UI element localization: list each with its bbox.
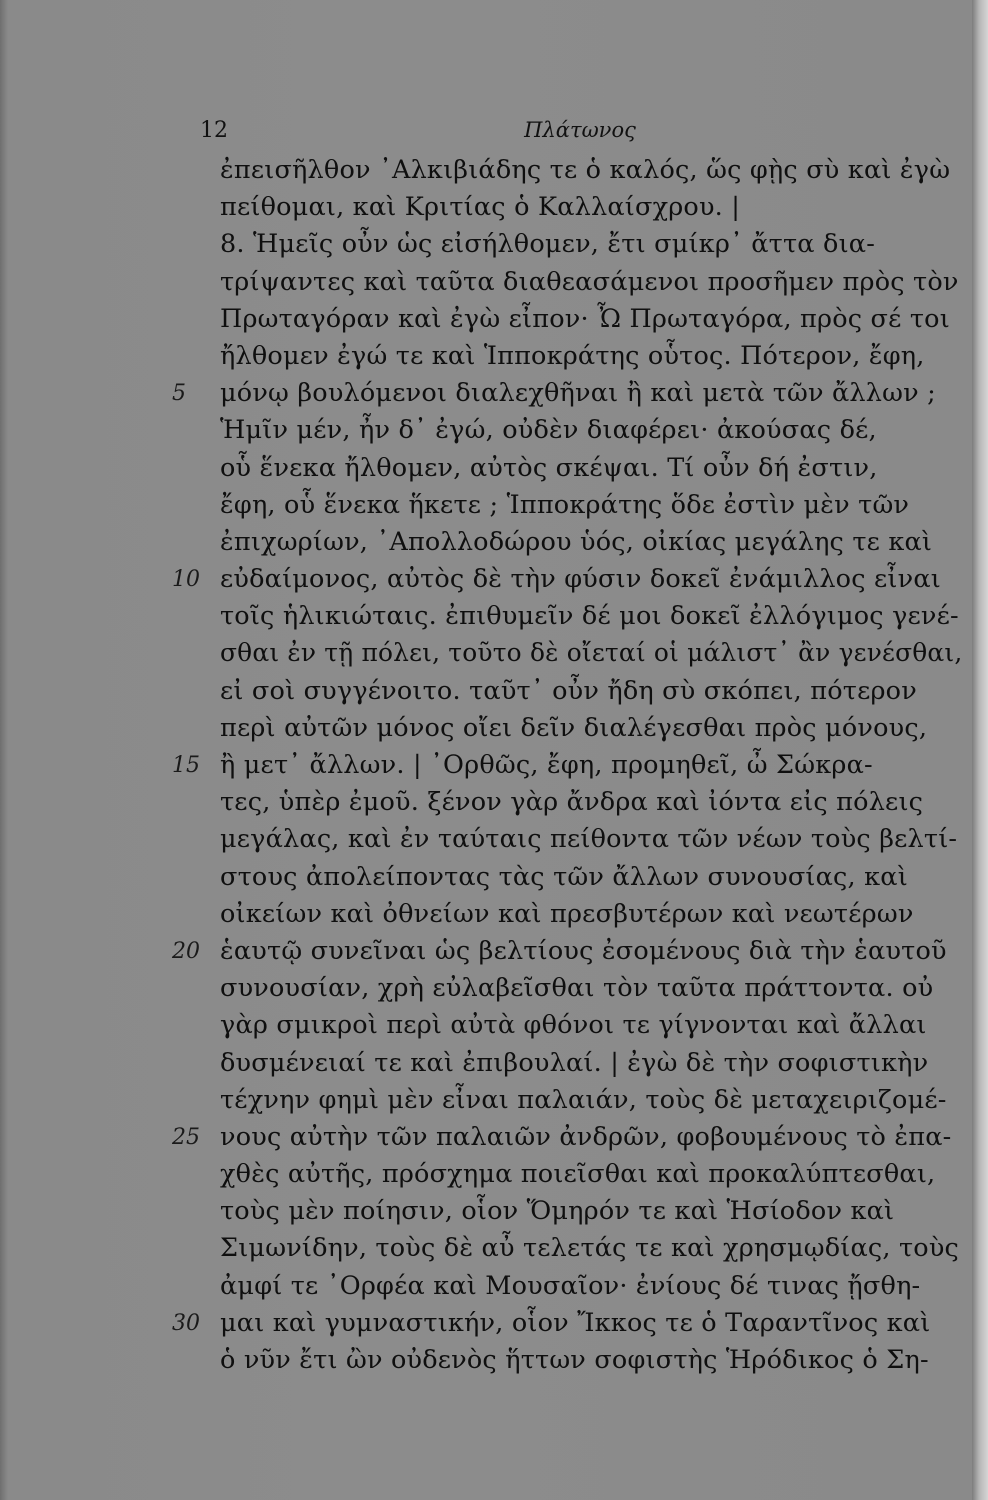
text-line xyxy=(0,1268,988,1305)
text-line xyxy=(0,301,988,338)
line-text: πείθομαι, καὶ Κριτίας ὁ Καλλαίσχρου. | xyxy=(220,192,741,223)
line-number: 25 xyxy=(172,1124,200,1150)
text-line xyxy=(0,821,988,858)
line-text: τες, ὑπὲρ ἐμοῦ. ξένον γὰρ ἄνδρα καὶ ἰόντα εἰς πόλεις xyxy=(220,787,924,818)
body-text xyxy=(0,152,988,1379)
text-line xyxy=(0,859,988,896)
line-text: εὐδαίμονος, αὐτὸς δὲ τὴν φύσιν δοκεῖ ἐνάμιλλος εἶναι xyxy=(220,564,941,595)
text-line xyxy=(0,1007,988,1044)
line-text: οἰκείων καὶ ὀθνείων καὶ πρεσβυτέρων καὶ νεωτέρων xyxy=(220,898,914,929)
line-text: τοὺς μὲν ποίησιν, οἷον Ὅμηρόν τε καὶ Ἡσίοδον καὶ xyxy=(220,1196,895,1227)
text-line xyxy=(0,375,988,412)
line-number: 20 xyxy=(172,938,200,964)
text-line xyxy=(0,189,988,226)
line-number: 15 xyxy=(172,753,200,778)
line-text: μεγάλας, καὶ ἐν ταύταις πείθοντα τῶν νέων τοὺς βελτί- xyxy=(220,824,958,855)
text-line xyxy=(0,412,988,449)
text-line xyxy=(0,673,988,710)
line-text: χθὲς αὐτῆς, πρόσχημα ποιεῖσθαι καὶ προκαλύπτεσθαι, xyxy=(220,1159,936,1190)
text-line xyxy=(0,226,988,263)
line-text: δυσμένειαί τε καὶ ἐπιβουλαί. | ἐγὼ δὲ τὴν σοφιστικὴν xyxy=(220,1047,929,1078)
line-text: Ἡμῖν μέν, ἦν δ᾿ ἐγώ, οὐδὲν διαφέρει· ἀκούσας δέ, xyxy=(220,415,877,446)
line-text: γὰρ σμικροὶ περὶ αὐτὰ φθόνοι τε γίγνονται καὶ ἄλλαι xyxy=(220,1010,927,1041)
text-line xyxy=(0,784,988,821)
text-line xyxy=(0,1119,988,1156)
line-text: ἔφη, οὗ ἕνεκα ἥκετε ; Ἱπποκράτης ὅδε ἐστὶν μὲν τῶν xyxy=(220,489,910,520)
line-text: ἐπιχωρίων, ᾿Απολλοδώρου ὑός, οἰκίας μεγάλης τε καὶ xyxy=(220,526,933,557)
text-line xyxy=(0,561,988,598)
line-text: ἢ μετ᾿ ἄλλων. | ᾿Ορθῶς, ἔφη, προμηθεῖ, ὦ Σώκρα- xyxy=(220,750,873,780)
line-text: ὁ νῦν ἔτι ὢν οὐδενὸς ἥττων σοφιστὴς Ἡρόδικος ὁ Ση- xyxy=(220,1345,929,1375)
line-text: ἑαυτῷ συνεῖναι ὡς βελτίους ἐσομένους διὰ τὴν ἑαυτοῦ xyxy=(220,935,947,966)
line-text: σθαι ἐν τῇ πόλει, τοῦτο δὲ οἴεταί οἱ μάλιστ᾿ ἂν γενέσθαι, xyxy=(220,638,963,669)
text-line xyxy=(0,264,988,301)
line-text: οὗ ἕνεκα ἤλθομεν, αὐτὸς σκέψαι. Τί οὖν δή ἐστιν, xyxy=(220,452,878,483)
text-line xyxy=(0,487,988,524)
line-number: 5 xyxy=(172,381,186,407)
line-text: 8. Ἡμεῖς οὖν ὡς εἰσήλθομεν, ἔτι σμίκρ᾿ ἄττα δια- xyxy=(220,229,876,260)
page-binding-edge xyxy=(972,0,988,1500)
line-text: τέχνην φημὶ μὲν εἶναι παλαιάν, τοὺς δὲ μεταχειριζομέ- xyxy=(220,1084,947,1115)
text-line xyxy=(0,710,988,747)
text-line xyxy=(0,1342,988,1379)
text-line xyxy=(0,450,988,487)
line-text: Σιμωνίδην, τοὺς δὲ αὖ τελετάς τε καὶ χρησμῳδίας, τοὺς xyxy=(220,1233,960,1264)
line-number: 10 xyxy=(172,567,200,593)
text-line xyxy=(0,896,988,933)
line-text: στους ἀπολείποντας τὰς τῶν ἄλλων συνουσίας, καὶ xyxy=(220,861,908,892)
line-text: μόνῳ βουλόμενοι διαλεχθῆναι ἢ καὶ μετὰ τῶν ἄλλων ; xyxy=(220,378,936,409)
text-line xyxy=(0,1193,988,1230)
running-head: Πλάτωνος xyxy=(524,118,636,142)
page-header xyxy=(200,118,960,148)
text-line xyxy=(0,747,988,784)
line-text: νους αὐτὴν τῶν παλαιῶν ἀνδρῶν, φοβουμένους τὸ ἐπα- xyxy=(220,1121,952,1152)
line-number: 30 xyxy=(172,1310,200,1336)
text-line xyxy=(0,338,988,375)
line-text: τρίψαντες καὶ ταῦτα διαθεασάμενοι προσῆμεν πρὸς τὸν xyxy=(220,266,959,297)
text-line xyxy=(0,1305,988,1342)
line-text: ἐπεισῆλθον ᾿Αλκιβιάδης τε ὁ καλός, ὥς φῂς σὺ καὶ ἐγὼ xyxy=(220,155,951,185)
line-text: ἤλθομεν ἐγώ τε καὶ Ἱπποκράτης οὗτος. Πότερον, ἔφη, xyxy=(220,340,925,371)
line-text: συνουσίαν, χρὴ εὐλαβεῖσθαι τὸν ταῦτα πράττοντα. οὐ xyxy=(220,973,934,1004)
page-number: 12 xyxy=(200,118,228,143)
text-line xyxy=(0,598,988,635)
line-text: τοῖς ἡλικιώταις. ἐπιθυμεῖν δέ μοι δοκεῖ ἐλλόγιμος γενέ- xyxy=(220,601,959,632)
text-line xyxy=(0,152,988,189)
text-line xyxy=(0,524,988,561)
line-text: εἰ σοὶ συγγένοιτο. ταῦτ᾿ οὖν ἤδη σὺ σκόπει, πότερον xyxy=(220,675,917,706)
text-line xyxy=(0,1230,988,1267)
line-text: περὶ αὐτῶν μόνος οἴει δεῖν διαλέγεσθαι πρὸς μόνους, xyxy=(220,712,928,743)
line-text: ἀμφί τε ᾿Ορφέα καὶ Μουσαῖον· ἐνίους δέ τινας ᾔσθη- xyxy=(220,1270,921,1301)
text-line xyxy=(0,1156,988,1193)
text-line xyxy=(0,1045,988,1082)
text-line xyxy=(0,933,988,970)
line-text: Πρωταγόραν καὶ ἐγὼ εἶπον· Ὦ Πρωταγόρα, πρὸς σέ τοι xyxy=(220,303,950,334)
text-line xyxy=(0,970,988,1007)
text-line xyxy=(0,1082,988,1119)
line-text: μαι καὶ γυμναστικήν, οἷον Ἴκκος τε ὁ Ταραντῖνος καὶ xyxy=(220,1307,931,1338)
text-line xyxy=(0,635,988,672)
